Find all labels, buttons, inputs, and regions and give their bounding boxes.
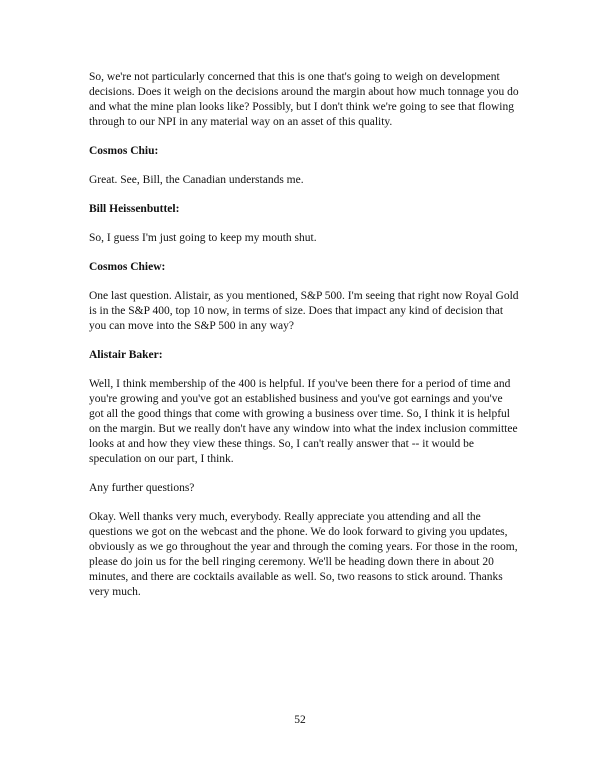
page-number: 52	[294, 714, 306, 726]
transcript-body	[89, 70, 519, 614]
paragraph-further-questions: Any further questions?	[89, 482, 195, 494]
paragraph-sp500-question: One last question. Alistair, as you mentioned, S&P 500. I'm seeing that right now Royal Gold is in the S&P 400, top 10 now, in terms of size. Does that impact any kind of decision that you can move into the S&P 500 in any way?	[89, 290, 519, 332]
paragraph-closing-remarks: Okay. Well thanks very much, everybody. Really appreciate you attending and all the questions we got on the webcast and the phone. We do look forward to giving you updates, obviously as we go throughout the year and through the coming years. For those in the room, please do join us for the bell ringing ceremony. We'll be heading down there in about 20 minutes, and there are cocktails available as well. So, two reasons to stick around. Thanks very much.	[89, 511, 518, 598]
paragraph-development-decisions: So, we're not particularly concerned that this is one that's going to weigh on development decisions. Does it weigh on the decisions around the margin about how much tonnage you do and what the mine plan looks like? Possibly, but I don't think we're going to see that flowing through to our NPI in any material way on an asset of this quality.	[89, 71, 519, 128]
paragraph-keep-mouth-shut: So, I guess I'm just going to keep my mouth shut.	[89, 232, 317, 244]
paragraph-canadian-understands: Great. See, Bill, the Canadian understands me.	[89, 174, 304, 186]
speaker-alistair-baker: Alistair Baker:	[89, 349, 163, 361]
speaker-cosmos-chiew: Cosmos Chiew:	[89, 261, 166, 273]
paragraph-membership-answer: Well, I think membership of the 400 is helpful. If you've been there for a period of time and you're growing and you've got an established business and you've got earnings and you've got all the good things that come with growing a business over time. So, I think it is helpful on the margin. But we really don't have any window into what the index inclusion committee looks at and how they view these things. So, I can't really answer that -- it would be speculation on our part, I think.	[89, 378, 518, 465]
speaker-cosmos-chiu: Cosmos Chiu:	[89, 145, 159, 157]
speaker-bill-heissenbuttel: Bill Heissenbuttel:	[89, 203, 180, 215]
